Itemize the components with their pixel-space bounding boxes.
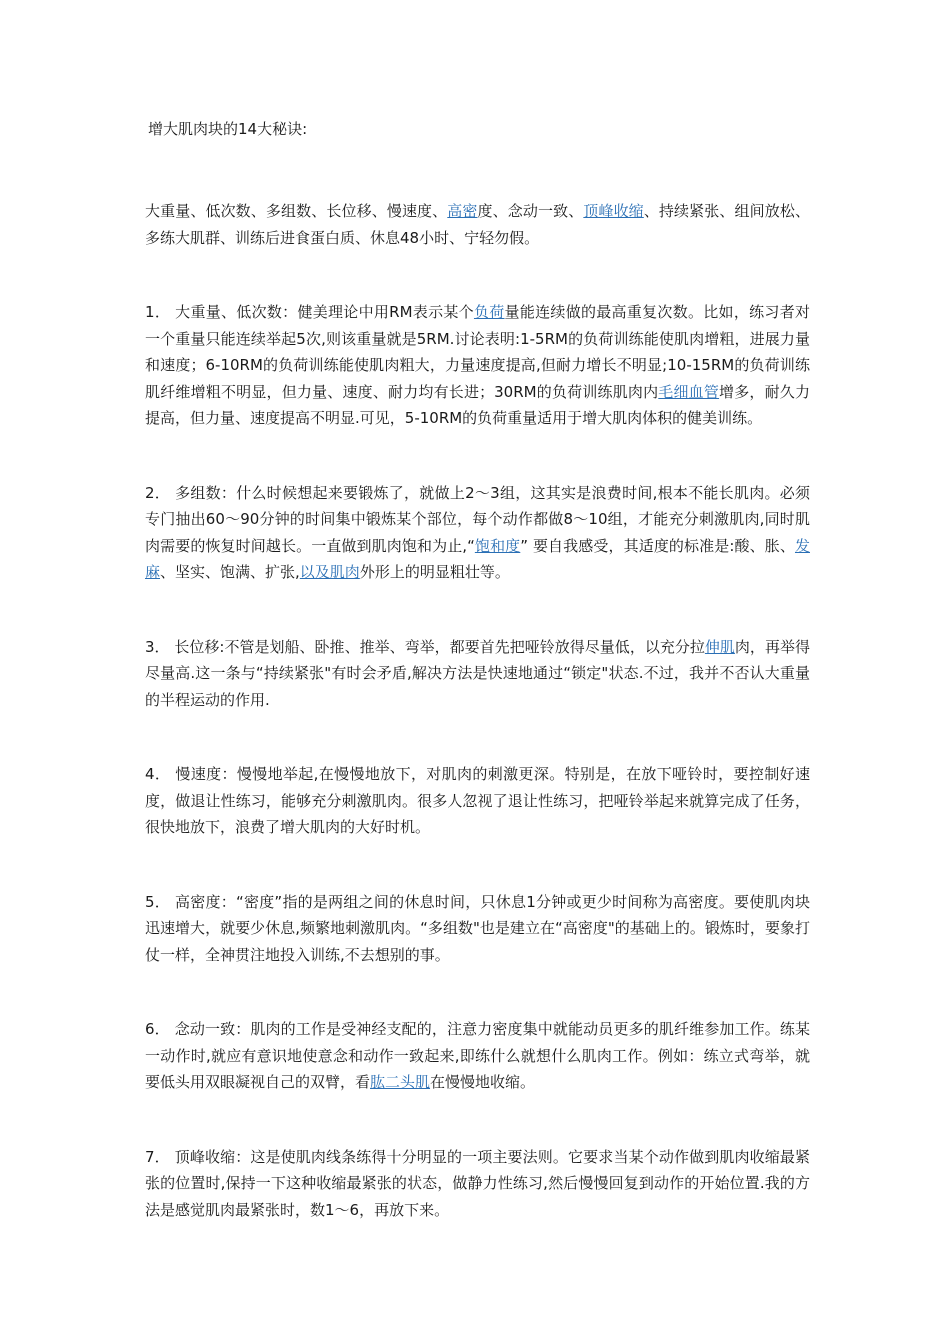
inline-link[interactable]: 高密 xyxy=(447,202,478,220)
document-title: 增大肌肉块的14大秘诀: xyxy=(148,120,308,138)
document-body xyxy=(145,198,810,1223)
text-segment: 3． 长位移:不管是划船、卧推、推举、弯举，都要首先把哑铃放得尽量低，以充分拉 xyxy=(145,637,705,656)
text-segment: 外形上的明显粗壮等。 xyxy=(359,563,510,581)
paragraph-2 xyxy=(145,299,810,432)
paragraph-spacer xyxy=(145,1096,810,1144)
paragraph-spacer xyxy=(145,968,810,1016)
text-segment: 5． 高密度：“密度”指的是两组之间的休息时间，只休息1分钟或更少时间称为高密度。要使肌肉块迅速增大，就要少休息,频繁地刺激肌肉。“多组数"也是建立在“高密度"的基础上的。锻炼时，要象打仗一样，全神贯注地投入训练,不去想别的事。 xyxy=(145,892,810,964)
paragraph-4 xyxy=(145,634,810,714)
text-segment: 4． 慢速度：慢慢地举起,在慢慢地放下，对肌肉的刺激更深。特别是，在放下哑铃时，要控制好速度，做退让性练习，能够充分刺激肌肉。很多人忽视了退让性练习，把哑铃举起来就算完成了任务，很快地放下，浪费了增大肌肉的大好时机。 xyxy=(145,765,810,836)
text-segment: 肉，再举得尽量高.这一条与“持续紧张"有时会矛盾,解决方法是快速地通过“锁定"状态.不过，我并不否认大重量的半程运动的作用. xyxy=(145,637,810,709)
inline-link[interactable]: 负荷 xyxy=(473,303,505,321)
document-page xyxy=(145,116,810,1223)
paragraph-spacer xyxy=(145,841,810,889)
paragraph-spacer xyxy=(145,713,810,761)
paragraph-7 xyxy=(145,1016,810,1096)
paragraph-5 xyxy=(145,761,810,841)
text-segment: 7． 顶峰收缩：这是使肌肉线条练得十分明显的一项主要法则。它要求当某个动作做到肌肉收缩最紧张的位置时,保持一下这种收缩最紧张的状态，做静力性练习,然后慢慢回复到动作的开始位置.我的方法是感觉肌肉最紧张时，数1～6，再放下来。 xyxy=(145,1147,810,1219)
paragraph-8 xyxy=(145,1144,810,1224)
text-segment: 、持续紧张、组间放松、多练大肌群、训练后进食蛋白质、休息48小时、宁轻勿假。 xyxy=(145,202,810,247)
text-segment: 量能连续做的最高重复次数。比如，练习者对一个重量只能连续举起5次,则该重量就是5RM.讨论表明:1-5RM的负荷训练能使肌肉增粗，进展力量和速度；6-10RM的负荷训练能使肌肉粗大，力量速度提高,但耐力增长不明显;10-15RM的负荷训练肌纤维增粗不明显，但力量、速度、耐力均有长进；30RM的负荷训练肌肉内 xyxy=(145,303,810,401)
inline-link[interactable]: 伸肌 xyxy=(704,637,735,656)
spacer xyxy=(145,142,810,198)
text-segment: 在慢慢地收缩。 xyxy=(430,1073,536,1091)
paragraph-spacer xyxy=(145,251,810,299)
paragraph-spacer xyxy=(145,586,810,634)
text-segment: 、坚实、饱满、扩张, xyxy=(160,563,300,581)
inline-link[interactable]: 顶峰收缩 xyxy=(583,202,644,220)
inline-link[interactable]: 毛细血管 xyxy=(658,382,720,401)
text-segment: 度、念动一致、 xyxy=(477,202,584,220)
text-segment: ” 要自我感受，其适度的标准是:酸、胀、 xyxy=(520,536,795,555)
paragraph-1 xyxy=(145,198,810,251)
inline-link[interactable]: 肱二头肌 xyxy=(370,1073,431,1091)
text-segment: 增多，耐久力提高，但力量、速度提高不明显.可见，5-10RM的负荷重量适用于增大肌肉体积的健美训练。 xyxy=(145,382,810,427)
text-segment: 6． 念动一致：肌肉的工作是受神经支配的，注意力密度集中就能动员更多的肌纤维参加工作。练某一动作时,就应有意识地使意念和动作一致起来,即练什么就想什么肌肉工作。例如：练立式弯举，就要低头用双眼凝视自己的双臂，看 xyxy=(145,1020,810,1091)
paragraph-6 xyxy=(145,889,810,969)
inline-link[interactable]: 饱和度 xyxy=(474,536,521,555)
paragraph-3 xyxy=(145,480,810,586)
inline-link[interactable]: 以及肌肉 xyxy=(299,563,360,581)
paragraph-spacer xyxy=(145,432,810,480)
text-segment: 大重量、低次数、多组数、长位移、慢速度、 xyxy=(145,202,448,220)
text-segment: 2． 多组数：什么时候想起来要锻炼了，就做上2～3组，这其实是浪费时间,根本不能长肌肉。必须专门抽出60～90分钟的时间集中锻炼某个部位，每个动作都做8～10组，才能充分刺激肌肉,同时肌肉需要的恢复时间越长。一直做到肌肉饱和为止,“ xyxy=(145,483,810,555)
inline-link[interactable]: 发麻 xyxy=(145,536,810,581)
text-segment: 1． 大重量、低次数：健美理论中用RM表示某个 xyxy=(145,303,474,321)
